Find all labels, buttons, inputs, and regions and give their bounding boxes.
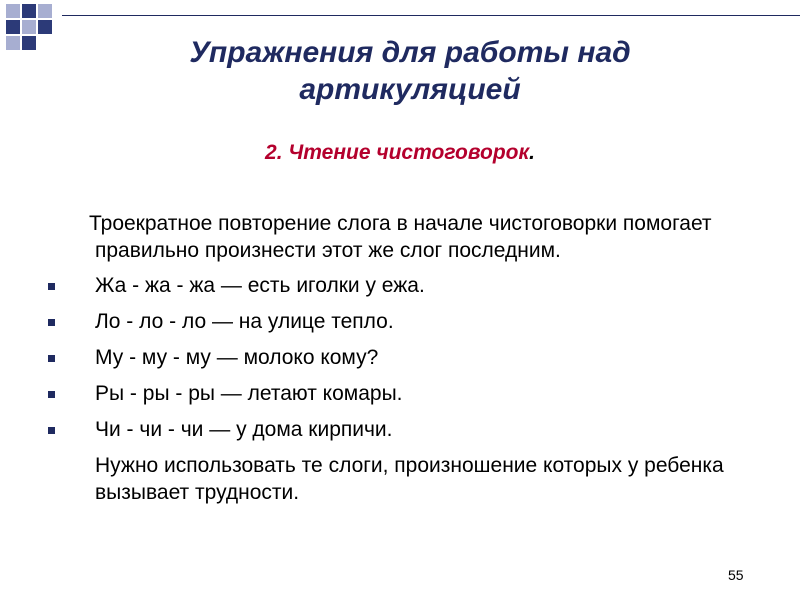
square-bullet-icon [48, 283, 55, 290]
slide-content [40, 210, 740, 506]
subtitle-text: 2. Чтение чистоговорок [265, 141, 530, 164]
list-item [40, 380, 740, 407]
list-item-text: Жа - жа - жа — есть иголки у ежа. [95, 274, 425, 297]
slide-subtitle [130, 140, 670, 166]
list-item-text: Чи - чи - чи — у дома кирпичи. [95, 418, 393, 441]
slide-title: Упражнения для работы над артикуляцией [189, 36, 631, 106]
list-item-text: Ры - ры - ры — летают комары. [95, 382, 403, 405]
list-item [40, 344, 740, 371]
tongue-twister-list [40, 272, 740, 443]
intro-paragraph: Троекратное повторение слога в начале чистоговорки помогает правильно произнести этот же слог последним. [89, 212, 712, 262]
decoration-square [38, 20, 52, 34]
conclusion-paragraph: Нужно использовать те слоги, произношение которых у ребенка вызывает трудности. [95, 454, 724, 504]
list-item [40, 272, 740, 299]
decoration-square [6, 36, 20, 50]
header-divider [62, 15, 800, 16]
decoration-square [22, 20, 36, 34]
subtitle-period: . [529, 141, 535, 164]
list-item [40, 308, 740, 335]
square-bullet-icon [48, 355, 55, 362]
decoration-square [6, 20, 20, 34]
decoration-square [38, 4, 52, 18]
list-item-text: Ло - ло - ло — на улице тепло. [95, 310, 394, 333]
square-bullet-icon [48, 319, 55, 326]
page-number: 55 [728, 567, 744, 583]
decoration-square [22, 4, 36, 18]
list-item-text: Му - му - му — молоко кому? [95, 346, 379, 369]
square-bullet-icon [48, 427, 55, 434]
square-bullet-icon [48, 391, 55, 398]
decoration-square [6, 4, 20, 18]
decoration-square [22, 36, 36, 50]
list-item [40, 416, 740, 443]
